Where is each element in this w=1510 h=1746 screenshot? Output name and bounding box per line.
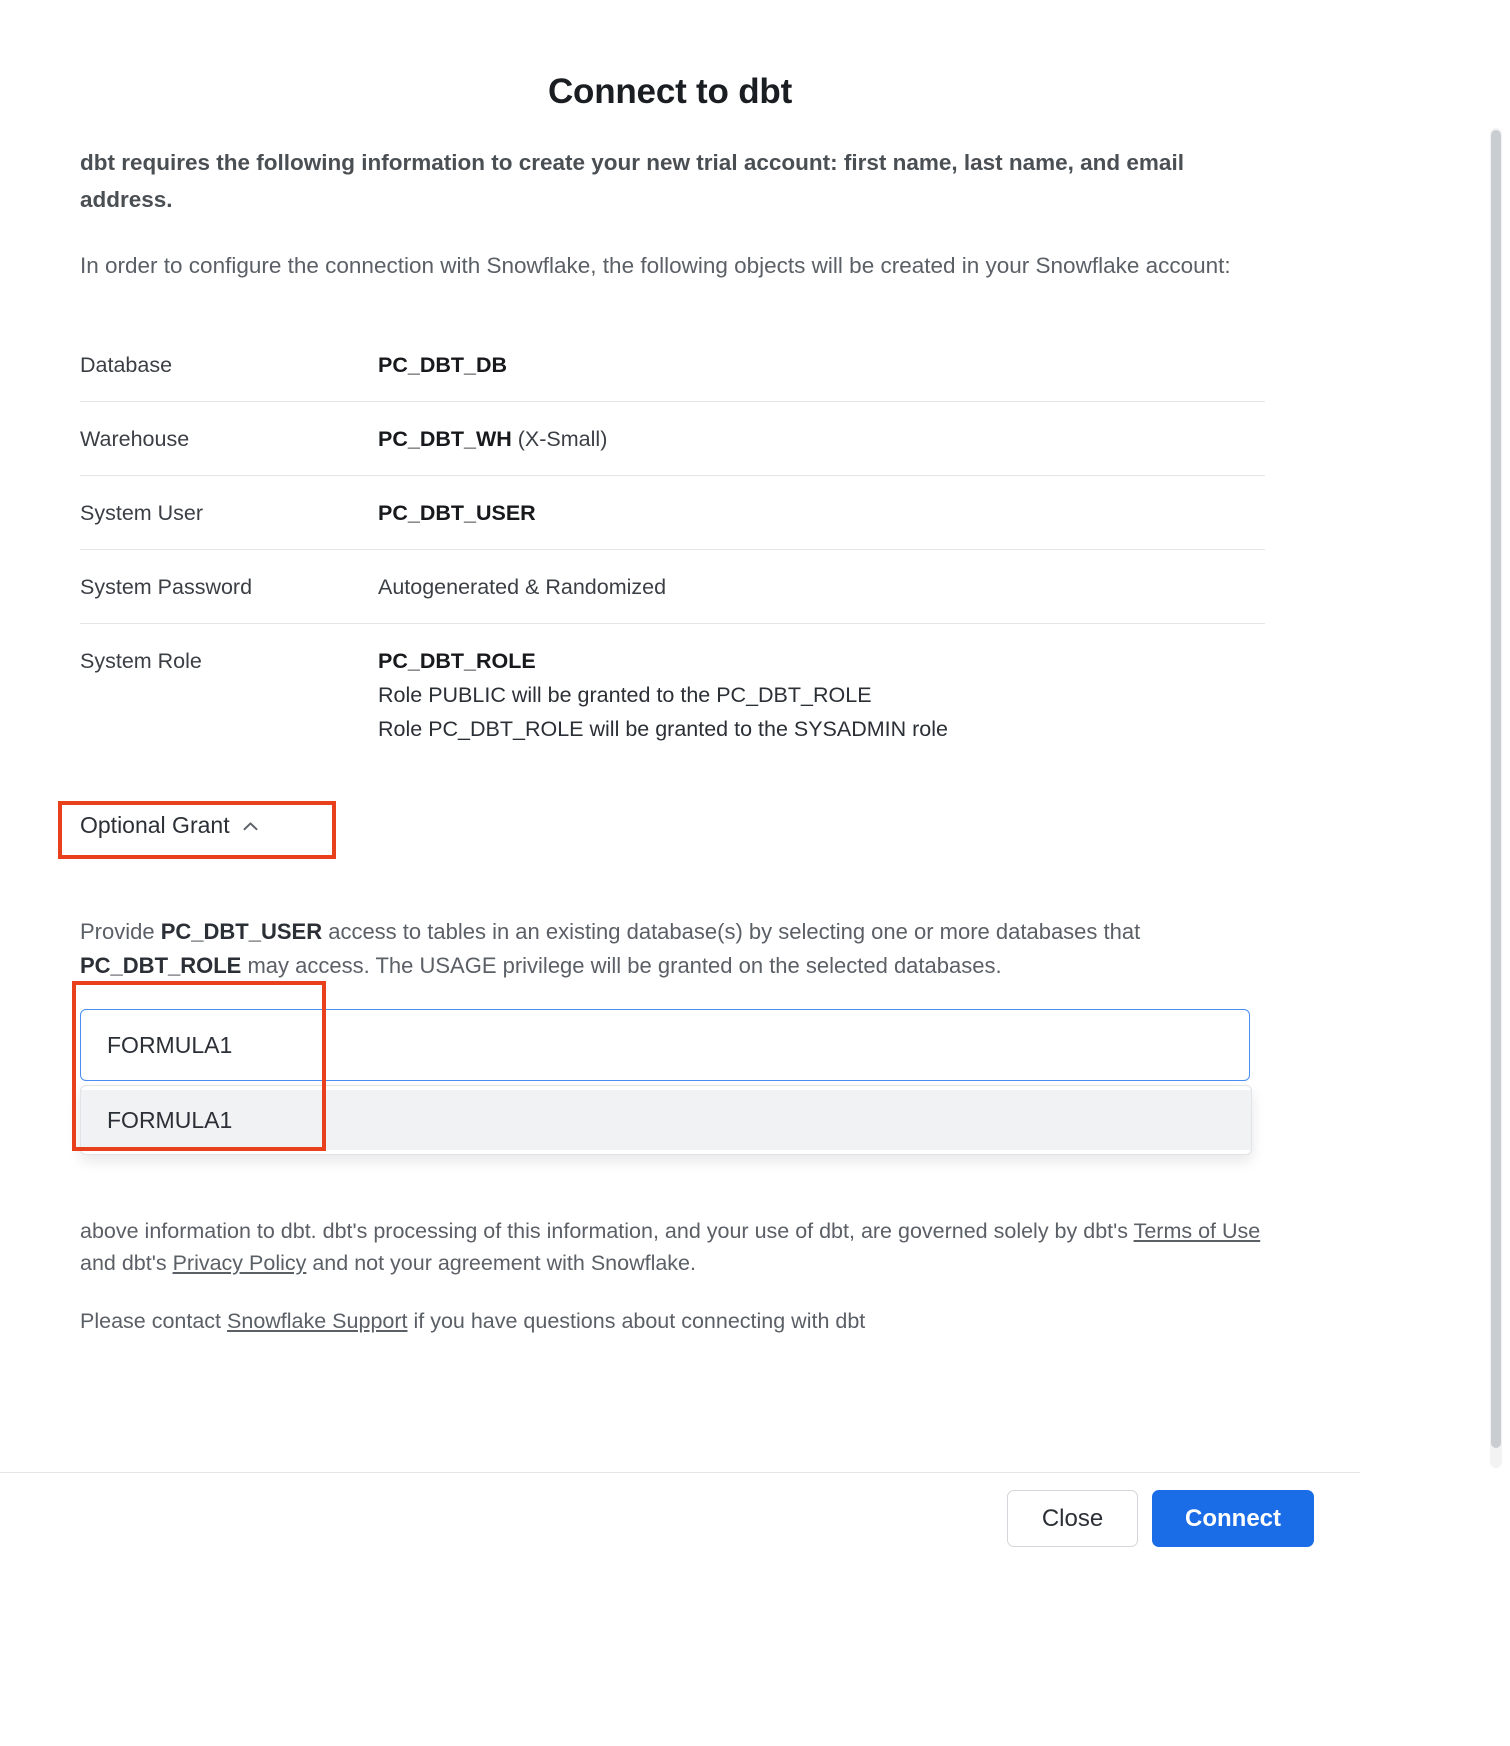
dialog-content [80, 144, 1270, 1359]
optional-grant-label: Optional Grant [80, 812, 230, 838]
row-value-system-role-bold: PC_DBT_ROLE [378, 649, 536, 673]
optional-grant-toggle[interactable] [80, 812, 259, 839]
grant-desc-role: PC_DBT_ROLE [80, 953, 242, 978]
role-grant-sysadmin: Role PC_DBT_ROLE will be granted to the SYSADMIN role [378, 717, 948, 741]
page-title: Connect to dbt [547, 72, 793, 111]
legal-body: above information to dbt. dbt's processing of this information, and your use of dbt, are governed solely by dbt's [80, 1219, 1134, 1243]
row-label-warehouse: Warehouse [80, 402, 378, 476]
objects-table [80, 328, 1265, 765]
row-value-database [378, 328, 1265, 402]
connect-button[interactable]: Connect [1152, 1490, 1314, 1547]
dialog-footer [0, 1473, 1360, 1623]
database-select-area [80, 1009, 1250, 1133]
database-select-dropdown[interactable] [80, 1085, 1252, 1155]
support-text [80, 1305, 1270, 1337]
dialog-body [0, 130, 1360, 1470]
database-select-input[interactable]: FORMULA1 [80, 1009, 1250, 1081]
row-value-system-user-bold: PC_DBT_USER [378, 501, 536, 525]
scrollbar-thumb[interactable] [1491, 130, 1501, 1448]
table-row [80, 328, 1265, 402]
requirements-text: dbt requires the following information to create your new trial account: first name, last name, and email address. [80, 150, 1184, 212]
legal-text [80, 1215, 1270, 1279]
terms-of-use-link[interactable]: Terms of Use [1133, 1219, 1261, 1243]
row-value-system-role [378, 624, 1265, 766]
grant-desc-part3: may access. The USAGE privilege will be granted on the selected databases. [241, 953, 1002, 978]
row-label-system-password: System Password [80, 550, 378, 624]
row-value-warehouse-bold: PC_DBT_WH [378, 427, 512, 451]
row-value-warehouse [378, 402, 1265, 476]
optional-grant-section [58, 801, 336, 859]
grant-description [80, 915, 1270, 983]
legal-middle: and dbt's [80, 1251, 173, 1275]
row-label-system-user: System User [80, 476, 378, 550]
role-grant-public: Role PUBLIC will be granted to the PC_DBT_ROLE [378, 683, 872, 707]
legal-tail: and not your agreement with Snowflake. [306, 1251, 696, 1275]
table-row [80, 402, 1265, 476]
row-value-system-user [378, 476, 1265, 550]
grant-desc-part1: Provide [80, 919, 161, 944]
row-label-database: Database [80, 328, 378, 402]
row-value-system-password: Autogenerated & Randomized [378, 550, 1265, 624]
table-row [80, 476, 1265, 550]
dropdown-option-formula1[interactable]: FORMULA1 [81, 1090, 1251, 1150]
table-row [80, 624, 1265, 766]
privacy-policy-link[interactable]: Privacy Policy [172, 1251, 307, 1275]
intro-text: In order to configure the connection with Snowflake, the following objects will be created in your Snowflake account: [80, 253, 1231, 278]
table-row [80, 550, 1265, 624]
grant-desc-user: PC_DBT_USER [160, 919, 323, 944]
scrollbar[interactable] [1490, 128, 1502, 1468]
row-label-system-role: System Role [80, 649, 202, 673]
snowflake-support-link[interactable]: Snowflake Support [227, 1309, 408, 1333]
row-value-warehouse-rest: (X-Small) [511, 427, 608, 451]
row-value-database-bold: PC_DBT_DB [378, 353, 508, 377]
close-button[interactable]: Close [1007, 1490, 1138, 1547]
support-prefix: Please contact [80, 1309, 228, 1333]
support-suffix: if you have questions about connecting with dbt [407, 1309, 866, 1333]
grant-desc-part2: access to tables in an existing database(s) by selecting one or more databases that [322, 919, 1141, 944]
chevron-up-icon [242, 818, 259, 835]
